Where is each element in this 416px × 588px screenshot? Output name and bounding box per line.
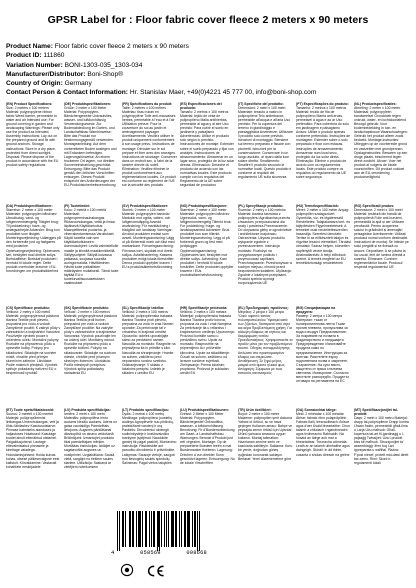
section-hr [180,306,235,406]
section-text: Velikost: 2 metry x 100 metrů Materiál: polypropylenová pásková tkanina Textilie proti plevelu, propustná pro vodu a vzduch Zamýšlené použití: K zakrytí půdy v zahradnictví a krajinářství Varování: Používejte výrobek pouze k určenému účelu. Montážní pokyny: Rozložte na připravenou půdu a upevněte kolíky. Pokyny pro skladování: Skladujte na suchém místě, chraňte před přímým slunečním zářením. Likvidace: Podle místních předpisů. Výrobek splňuje požadavky nařízení EU o bezpečnosti výrobků [6,310,61,375]
section-text: Storlek: 2 meter x 100 meter Material: polypropylen bandväv Markduk mot ogräs, vatten- och luftgenomsläpplig Avsedd användning: För marktäckning i trädgård och landskap Varningar: Använd produkten endast som avsett. Monteringsanvisning: Lägg ut på förberedd mark och fäst med markankare. Förvaringsanvisning: Förvaras torrt, skyddat mot direkt solljus. Avfallshantering: Kassera produkten enligt lokala föreskrifter. Denna produkt uppfyller kraven i EU:s produktsäkerhetsförordning [122,208,175,269]
section-text: Daqs: 2 metri x 100 metru Materjal: drapp tal-polipropilene Drapp kontra l-ħaxix ħażin, permeabbli għall-ilma u l-arja Użu maħsub: Għall-kopertura tal-art fil-ġardinaġġ u l-pajsaġġ Twissijiet: Uża l-prodott biss kif maħsub. Struzzjonijiet ta' assemblaġġ: Ifrex fuq l-art ippreparata u waħħal. Ħażna: F'post niexef, protett mid-dawl dirett tax-xemx. Rimi: Skont ir-regolamenti lokali [354,416,409,465]
section-et [6,408,61,508]
section-mt [354,408,409,508]
section-pl [238,204,293,304]
section-pt [296,102,351,202]
barcode-bar [153,511,154,547]
barcode-bar [175,511,176,547]
barcode-bar [185,511,186,547]
section-heading: (IT) Specifiche del prodotto: [238,102,284,106]
manufacturer-label: Manufacturer/Distributor: [6,70,86,78]
section-nl [354,102,409,202]
section-heading: (DE) Produktspezifikationen: [64,102,111,106]
section-heading: (ET) Toote spetsifikatsioonid: [6,408,55,412]
barcode-bar [181,511,182,547]
section-heading: (RO) Specificații produs: [354,204,395,208]
section-heading: (GA) Sonraíochtaí táirge: [296,408,337,412]
section-text: Afmeting: 2 meter x 100 meter Materiaal: polypropyleen bandweefsel Gronddoek tegen onkruid, water- en luchtdoorlatend Beoogd gebruik: Voor bodembedekking in tuin- en landschapsbouw Waarschuwingen: Gebruik het product alleen zoals bedoeld. Montage-instructies: Uitleggen op de voorbereide grond en vastzetten met grondpennen. Opslaginstructies: Bewaren op een droge plaats, beschermd tegen direct zonlicht. Afvoer: Voer het product af volgens de lokale voorschriften. Dit product voldoet aan de EU-verordening productveiligheid [354,106,408,179]
disposal-symbol-icon [120,563,134,577]
section-text: Size: 2 meters x 100 meters Material: polypropylene ribbon fabric Weed barrier, permeable to water and air Intended use: For ground covering in garden and landscaping Warnings: Please only use the product as intended. Assembly instructions: Lay out on the prepared ground and fix with ground anchors. Storage instructions: Store in a dry place, protected from direct sunlight. Disposal: Please dispose of the product in accordance with the EU product safety regulations [6,106,60,167]
barcode-bar [192,511,193,547]
barcode-bar [138,511,139,547]
section-text: Größe: 2 meter x 100 Meter Material: Polypropylen-Bändchengewebe Unkrautvlies, wasser- und luftdurchlässig Verwendungszweck: Zur Bodenabdeckung im Garten- und Landschaftsbau Warnhinweise: Bitte das Produkt nur bestimmungsgemäß verwenden. Montageanleitung: Auf dem vorbereiteten Boden auslegen und mit Erdankern befestigen. Lagerungshinweise: An einem trockenen Ort lagern, vor direkter Sonneneinstrahlung geschützt. Entsorgung: Bitte das Produkt gemäß den örtlichen Vorschriften entsorgen. Dieses Produkt entspricht den Anforderungen der EU-Produktsicherheitsverordnung [64,106,117,187]
section-heading: (PL) Specyfikacje produktu: [238,204,284,208]
variation-number-row [6,61,410,70]
barcode-bar [172,511,173,547]
product-name-label: Product Name: [6,43,53,50]
barcode-bar [179,511,180,547]
barcode-bar [189,511,190,547]
barcode-bar [171,511,172,547]
section-text: Dydis: 2 metrai x 100 metrų Medžiaga: polipropileno juostelių audinys Agroplėvelė nuo piktžolių, praleidžianti vandenį ir orą Paskirtis: Dirvožemiui uždengti sodininkystėje ir kraštovaizdžio tvarkyme Įspėjimai: Naudokite gaminį tik pagal paskirtį. Montavimo instrukcija: Paskleiskite ant paruošto dirvožemio ir pritvirtinkite. Laikymas: Sausoje vietoje, saugoti nuo tiesioginių saulės spindulių. Šalinimas: Pagal vietos taisykles [122,412,177,465]
barcode-digit-group: 4 [111,550,115,556]
section-heading: (PT) Especificações do produto: [296,102,349,106]
barcode-bar [132,511,133,547]
section-fr [122,102,177,202]
sections-band-4 [6,408,410,508]
barcode-bar [187,511,188,547]
barcode-bar [125,511,126,547]
section-heading: (EN) Product Specifications: [6,102,53,106]
section-heading: (HR) Specifikacije proizvoda: [180,306,228,310]
barcode-bar [117,511,118,551]
barcode-digit-group: 098668 [186,550,207,556]
variation-number-label: Variation Number: [6,61,63,69]
section-text: Μέγεθος: 2 μέτρα x 100 μέτρα Υλικό: υφαντό ταινίας πολυπροπυλενίου Ύφασμα κατά των ζιζανίων, διαπερατό από νερό και αέρα Προβλεπόμενη χρήση: Για κάλυψη εδάφους σε κήπους και διαμόρφωση τοπίου Προειδοποιήσεις: Χρησιμοποιείτε το προϊόν μόνο για τον προβλεπόμενο σκοπό. Οδηγίες συναρμολόγησης: Απλώστε στο προετοιμασμένο έδαφος και στερεώστε. Αποθήκευση: Σε ξηρό μέρος, μακριά από άμεσο ηλιακό φως. Απόρριψη: Σύμφωνα με τους τοπικούς κανονισμούς [238,310,293,375]
barcode-bar [199,511,200,551]
product-id-label: Product ID: [6,52,42,60]
section-ga [296,408,351,508]
contact-value: Hr. Stanislav Maer, +49(0)4221 45 777 00, info@boni-shop.com [129,89,317,97]
barcode-bar [133,511,134,547]
section-text: Boyut: 2 metre x 100 metre Malzeme: polipropilen şerit dokuma Yabani ot örtüsü, su ve hava geçirgen Kullanım amacı: Bahçe ve peyzajda zemin örtüsü için Uyarılar: Ürünü yalnızca amacına uygun kullanın. Montaj talimatları: Hazırlanan zemine serin ve kazıklarla sabitleyin. Saklama: Kuru bir yerde, doğrudan güneş ışığından korunarak saklayın. Bertaraf: Yerel düzenlemelere göre [238,412,293,461]
barcode-bar [184,511,185,547]
barcode-bar [136,511,137,547]
section-it [238,102,293,202]
section-text: Tamanho: 2 metros x 100 metros Material: tecido de fita de polipropileno Manta anti-ervas, permeável à água e ao ar Uso pretendido: Para cobertura do solo em jardinagem e paisagismo Avisos: Utilize o produto apenas conforme pretendido. Instruções de montagem: Estender sobre o solo preparado e fixar com estacas. Instruções de armazenamento: Armazenar num local seco, protegido da luz solar direta. Eliminação: Elimine o produto de acordo com os regulamentos locais. Este produto cumpre os requisitos do regulamento da UE sobre segurança [296,106,351,179]
barcode-bar [168,511,169,547]
section-heading: (FI) Tuotetiedot: [64,204,90,208]
barcode-bar [129,511,130,547]
barcode-bar [123,511,124,547]
section-heading: (LU) Produktspezifikatiounen: [180,408,229,412]
section-text: Размер: 2 метра x 100 метра Материал: тъкан от полипропиленова лента Тъкан против плевели, пропусклива за вода и въздух Предназначение: За покриване на почвата в градинарството и ландшафта Предупреждения: Използвайте продукта само по предназначение. Инструкции за монтаж: Разстелете върху подготвената почва и закрепете. Съхранение: На сухо място, защитено от пряка слънчева светлина. Изхвърляне: Съгласно местните разпоредби. Продуктът отговаря на регламента на ЕС [296,314,350,383]
section-text: Koko: 2 metriä x 100 metriä Materiaali: polypropeeninauhakangas Rikkaruohokangas, vettä ja ilmaa läpäisevä Käyttötarkoitus: Maanpeitteeksi puutarha- ja viherrakentamisessa Varoitukset: Käytä tuotetta vain sen käyttötarkoitukseen. Asennusohjeet: Levitä valmistellulle maalle ja kiinnitä maakiinnikkeillä. Säilytysohjeet: Säilytä kuivassa paikassa, suojassa suoralta auringonvalolta. Hävittäminen: Hävitä tuote paikallisten määräysten mukaisesti. Tämä tuote täyttää EU:n tuoteturvallisuusasetuksen vaatimukset [64,208,119,285]
sections-band-3 [6,306,410,406]
section-text: Taille: 2 mètres x 100 mètres Matériau: tissu ruban en polypropylène Toile anti-mauvaises herbes, perméable à l'eau et à l'air Utilisation prévue: Pour la couverture du sol au jardin et aménagement paysager Avertissements: Veuillez utiliser le produit uniquement conformément à son usage prévu. Instructions de montage: Dérouler sur le sol préparé et fixer avec des ancrages. Instructions de stockage: Conserver dans un endroit sec, à l'abri de la lumière directe du soleil. Élimination: Veuillez éliminer le produit conformément aux réglementations locales. Ce produit est conforme au règlement de l'UE sur la sécurité des produits [122,106,177,187]
section-no [180,204,235,304]
section-text: Izmērs: 2 metri x 100 metri Materiāls: polipropilēna lentu audums Nezāļu audums, ūdens un gaisa caurlaidīgs Paredzētais lietojums: Augsnes pārklāšanai dārzkopībā un ainavu veidošanā Brīdinājumi: Izmantojiet produktu tikai paredzētajam mērķim. Montāžas instrukcijas: Izklājiet uz sagatavotās augsnes un nostipriniet. Uzglabāšana: Sausā vietā, sargājot no tiešiem saules stariem. Utilizācija: Saskaņā ar vietējiem noteikumiem [64,412,118,469]
barcode-bar [140,511,141,547]
section-text: Dimensiune: 2 metri x 100 metri Material: țesătură din bandă de polipropilenă Folie anti-buruieni, permeabilă la apă și aer Utilizare prevăzută: Pentru acoperirea solului în grădinărit și amenajări peisagistice Avertismente: Utilizați produsul numai conform destinației. Instrucțiuni de montaj: Se întinde pe solul pregătit și se fixează cu ancore. Depozitare: A se păstra la loc uscat, ferit de lumina directă a soarelui. Eliminare: Conform reglementărilor locale. Produsul respectă regulamentul UE [354,208,409,269]
barcode-bar [157,511,158,551]
barcode-bar [188,511,189,547]
section-text: Suurus: 2 meetrit x 100 meetrit Materjal: polüpropüleenist lintkangas Umbrohukangas, vett ja õhku läbilaskev Kasutusotstarve: Pinnase katmiseks aianduses ja haljastuses Hoiatused: Kasutage toodet ainult ettenähtud otstarbel. Paigaldusjuhend: Laotage ettevalmistatud pinnasele ja kinnitage vaiadega. Hoiustamisjuhised: Hoida kuivas kohas, otsese päikesevalguse eest kaitstult. Kõrvaldamine: Vastavalt kohalikele eeskirjadele [6,412,60,469]
barcode-bar [149,511,150,547]
section-text: Dimensioni: 2 metri x 100 metri Materiale: tessuto a nastro in polipropilene Telo antierbacce, permeabile all'acqua e all'aria Uso previsto: Per la copertura del terreno in giardinaggio e paesaggistica Avvertenze: Utilizzare il prodotto solo come previsto. Istruzioni di montaggio: Stendere sul terreno preparato e fissare con picchetti. Istruzioni per la conservazione: Conservare in un luogo asciutto, al riparo dalla luce solare diretta. Smaltimento: Smaltire il prodotto secondo le normative locali. Questo prodotto è conforme ai requisiti del regolamento UE sulla sicurezza [238,106,293,179]
section-cs [6,306,61,406]
manufacturer-row [6,70,410,79]
product-name-row [6,42,410,51]
section-text: Rozmiar: 2 metry x 100 metrów Materiał: tkanina taśmowa z polipropylenu Agrotkanina przeciw chwastom, przepuszczalna dla wody i powietrza Przeznaczenie: Do okrywania gleby w ogrodnictwie i architekturze krajobrazu Ostrzeżenia: Używać produktu wyłącznie zgodnie z przeznaczeniem. Instrukcja montażu: Rozłożyć na przygotowanym podłożu i przymocować szpilkami. Przechowywanie: Przechowywać w suchym miejscu, chronić przed bezpośrednim światłem. Utylizacja: Zgodnie z lokalnymi przepisami. Produkt spełnia wymogi rozporządzenia UE [238,208,293,285]
barcode-bar [161,511,162,547]
section-text: Velikost: 2 metra x 100 metrov Material: polipropilenska trakasta tkanina Tkanina proti plevelu, prepustna za vodo in zrak Namen uporabe: Za prekrivanje tal v vrtnarstvu in krajinski ureditvi Opozorila: Izdelek uporabljajte samo za predvideni namen. Navodila za montažo: Razgrnite na pripravljena tla in pritrdite s klini. Navodila za shranjevanje: Hranite na suhem, zaščiteno pred neposredno sončno svetlobo. Odstranjevanje: V skladu z lokalnimi predpisi. Izdelek je skladen z uredbo EU [122,310,176,375]
section-tr [238,408,293,508]
barcode-bar [122,511,123,547]
barcode-bar [194,511,195,547]
variation-number-value: BONI-1303-035_1303-034 [64,61,143,69]
barcode-bar [151,511,152,547]
product-info [6,42,410,98]
barcode-bar [142,511,143,547]
barcode-bar [164,511,165,547]
section-text: Tamaño: 2 metros x 100 metros Material: tejido de cinta de polipropileno Malla antihierbas, permeable al agua y al aire Uso previsto: Para cubrir el suelo en jardinería y paisajismo Advertencias: Utilice el producto solo según lo previsto. Instrucciones de montaje: Extender sobre el suelo preparado y fijar con anclajes. Instrucciones de almacenamiento: Almacenar en un lugar seco, protegido de la luz solar directa. Eliminación: Deseche el producto de acuerdo con las normativas locales. Este producto cumple con los requisitos del Reglamento de la UE sobre seguridad de productos [180,110,235,187]
section-sl [122,306,177,406]
section-heading: (NL) Productspecificaties: [354,102,397,106]
section-text: Gréisst: 2 Meter x 100 Meter Material: Polypropylen-Bändchegewief Onkrautfliss, waasser- a loftduerchlässeg Benotzung: Fir d'Buedemofdeckung am Gaart- a Landschaftsbau Warnungen: Benotzt d'Produkt just wéi virgesinn. Montage: Op de preparéierte Buedem leeën a mat Buedemanker fixéieren. Lagerung: Dréchen a vun direkter Sonn geschützt lageren. Entsuergung: No de lokale Virschrëften [180,412,235,465]
section-text: Størrelse: 2 meter x 100 meter Materiale: polypropylen båndvæv Ukrudtsdug, vand- og luftgennemtrængelig Tilsigtet brug: Til jorddækning i have- og anlægsarbejde Advarsler: Brug kun produktet som tilsigtet. Monteringsvejledning: Udlægges på den forberedte jord og fastgøres med jordankre. Opbevaringsvejledning: Opbevares tørt, beskyttet mod direkte sollys. Bortskaffelse: Bortskaf produktet i henhold til lokale regler. Dette produkt overholder kravene i EU-forordningen om produktsikkerhed [6,208,61,273]
contact-row [6,88,410,97]
product-name-value: Floor fabric cover fleece 2 meters x 90 meters [54,43,189,50]
barcode-bar [159,511,160,551]
section-heading: (LV) Produkta specifikācijas: [64,408,111,412]
section-empty [354,306,409,406]
section-bg [296,306,351,406]
section-text: Størrelse: 2 meter x 100 meter Materiale: polypropylen båndvev Ugressduk, vann- og luftgjennomtrengelig Tiltenkt bruk: For jorddekking i hage- og landskapsarbeid Advarsler: Bruk produktet kun som tiltenkt. Monteringsanvisning: Legg ut på forberedt grunn og fest med jordplugger. Oppbevaringsanvisning: Oppbevares tørt, beskyttet mot direkte sollys. Avhending: Kast produktet i henhold til lokale forskrifter. Dette produktet oppfyller kravene i EUs produktsikkerhetsforordning [180,208,234,277]
barcode-digit-group: 058569 [140,550,161,556]
country-label: Country of Origin: [6,80,63,88]
country-row [6,79,410,88]
barcode-bar [197,511,198,551]
section-text: Veľkosť: 2 metre x 100 metrov Materiál: polypropylénová pásková tkanina Textília proti burine, priepustná pre vodu a vzduch Zamýšľané použitie: Na zakrytie pôdy v záhradníctve a krajinárstve Varovania: Výrobok používajte len na určený účel. Montážny návod: Rozložte na pripravenú pôdu a upevnite kolíkmi. Pokyny na skladovanie: Skladujte na suchom mieste, chráňte pred priamym slnečným žiarením. Likvidácia: Podľa miestnych predpisov. Výrobok spĺňa požiadavky nariadenia EÚ [64,310,117,375]
section-ro [354,204,409,304]
barcode-bar [166,511,167,547]
section-heading: (FR) Spécifications du produit: [122,102,173,106]
section-da [6,204,61,304]
product-id-value: 111860 [43,52,65,60]
section-text: Veličina: 2 metra x 100 metara Materijal: polipropilenska trakasta tkanina Tkanina protiv korova, propusna za vodu i zrak Namjena: Za prekrivanje tla u vrtlarstvu i krajobraznom uređenju Upozorenja: Proizvod koristite samo u predviđenu svrhu. Upute za montažu: Rasprostrite na pripremljeno tlo i pričvrstite klinovima. Upute za skladištenje: Čuvati na suhom, zaštićeno od izravne sunčeve svjetlosti. Zbrinjavanje: Prema lokalnim propisima. Proizvod je sukladan uredbi EU [180,310,235,375]
section-heading: (LT) Produkto specifikacijos: [122,408,169,412]
barcode-bar [119,511,120,551]
section-el [238,306,293,406]
section-heading: (SK) Špecifikácie produktu: [64,306,109,310]
barcode-bar [195,511,196,547]
label-title: GPSR Label for : Floor fabric cover fleece 2 meters x 90 meters [47,14,369,26]
section-lu [180,408,235,508]
section-heading: (CS) Specifikace produktu: [6,306,50,310]
section-heading: (NO) Produktspesifikasjoner: [180,204,228,208]
barcode-bar [158,511,159,547]
ean-barcode [117,511,201,551]
barcode-digits [111,550,207,556]
section-heading: (HU) Termékspecifikációk: [296,204,339,208]
barcode-bar [145,511,146,547]
manufacturer-value: Boni-Shop® [87,70,123,78]
section-en [6,102,61,202]
section-heading: (TR) Ürün özellikleri: [238,408,272,412]
section-heading: (DA) Produktspecifikationer: [6,204,53,208]
section-lv [64,408,119,508]
section-heading: (BG) Спецификации на продукта: [296,306,336,315]
barcode-bar [139,511,140,547]
country-value: Germany [64,80,92,88]
section-heading: (MT) Speċifikazzjonijiet tal-prodott: [354,408,398,417]
barcode-bar [173,511,174,547]
section-de [64,102,119,202]
section-sk [64,306,119,406]
sections-band-2 [6,204,410,304]
barcode-bar [176,511,177,547]
section-heading: (SV) Produktspecifikationer: [122,204,169,208]
section-sv [122,204,177,304]
section-heading: (SL) Specifikacije izdelka: [122,306,165,310]
sections-band-1 [6,102,410,202]
section-es [180,102,235,202]
ce-mark-icon [146,565,166,577]
section-lt [122,408,177,508]
section-heading: (EL) Προδιαγραφές προϊόντος: [238,306,289,310]
product-id-row [6,51,410,60]
section-heading: (ES) Especificaciones del producto: [180,102,222,111]
section-hu [296,204,351,304]
section-fi [64,204,119,304]
section-text: Méid: 2 mhéadar x 100 méadar Ábhar: fabraic ribín polapróipiléin Fabraic fiailí, tréscaoilteach d'uisce agus d'aer Úsáid bheartaithe: Chun talamh a chlúdach i ngairdíneacht agus tírdhreachú Rabhaidh: Ná húsáid an táirge ach mar a bheartaítear. Treoracha cóimeála: Leath ar an talamh ullmhaithe agus daingnigh. Stóráil: In áit thirim, cosanta ó sholas díreach na gréine [296,412,350,457]
section-text: Méret: 2 méter x 100 méter Anyag: polipropilén szalagszövet Gyomfólia, víz- és légáteresztő Rendeltetés: Talajtakarásra kert- és tájépítésben Figyelmeztetések: A terméket csak rendeltetésszerűen használja. Szerelési útmutató: Terítse ki az előkészített talajon és rögzítse leszúró elemekkel. Tárolási útmutató: Száraz helyen, közvetlen napfénytől védve tárolja. Ártalmatlanítás: A helyi előírások szerint. A termék megfelel az EU termékbiztonsági rendeletének [296,208,351,265]
contact-label: Contact Person & Contact Information: [6,89,128,97]
barcode-bar [146,511,147,547]
barcode-bar [130,511,131,547]
barcode-bar [154,511,155,547]
